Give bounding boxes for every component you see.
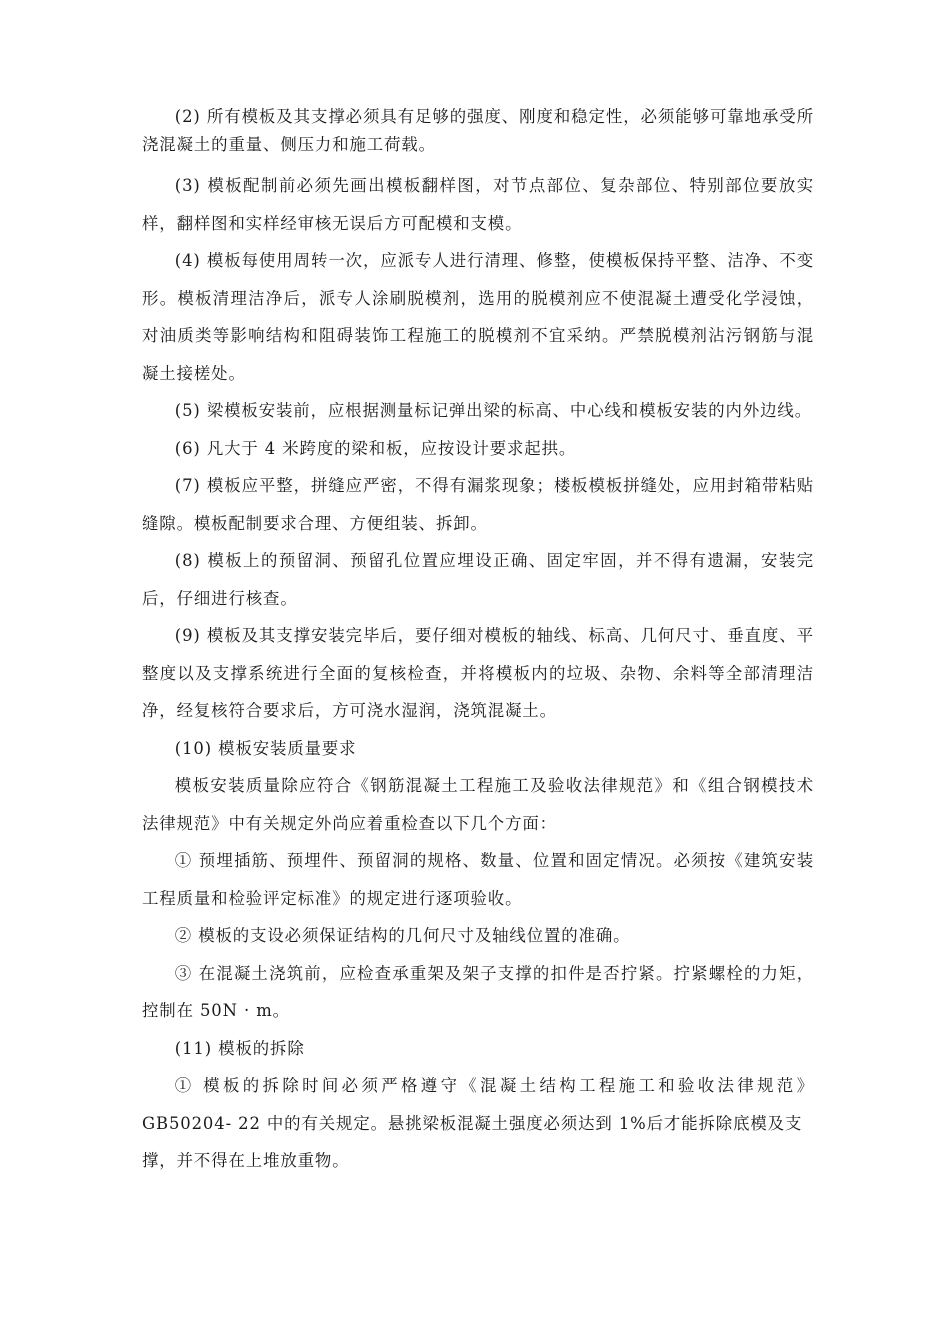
paragraph-4: (4) 模板每使用周转一次，应派专人进行清理、修整，使模板保持平整、洁净、不变形。模板清理洁净后，派专人涂刷脱模剂，选用的脱模剂应不使混凝土遭受化学浸蚀，对油质类等影响结构和阻碍装饰工程施工的脱模剂不宜采纳。严禁脱模剂沾污钢筋与混凝土接槎处。: [142, 251, 814, 383]
document-body: [142, 103, 814, 1180]
paragraph-10-heading: (10) 模板安装质量要求: [174, 738, 357, 758]
paragraph-11-heading: (11) 模板的拆除: [174, 1038, 305, 1058]
paragraph-10-item-2: ② 模板的支设必须保证结构的几何尺寸及轴线位置的准确。: [174, 926, 631, 945]
paragraph-10-item-3: ③ 在混凝土浇筑前，应检查承重架及架子支撑的扣件是否拧紧。拧紧螺栓的力矩，控制在 50N · m。: [142, 963, 814, 1020]
paragraph-10-item-1: ① 预埋插筋、预埋件、预留洞的规格、数量、位置和固定情况。必须按《建筑安装工程质量和检验评定标准》的规定进行逐项验收。: [142, 851, 814, 908]
paragraph-9: (9) 模板及其支撑安装完毕后，要仔细对模板的轴线、标高、几何尺寸、垂直度、平整度以及支撑系统进行全面的复核检查，并将模板内的垃圾、杂物、余料等全部清理洁净，经复核符合要求后，方可浇水湿润，浇筑混凝土。: [142, 626, 814, 720]
paragraph-5: (5) 梁模板安装前，应根据测量标记弹出梁的标高、中心线和模板安装的内外边线。: [174, 401, 812, 420]
paragraph-7: (7) 模板应平整，拼缝应严密，不得有漏浆现象；楼板模板拼缝处，应用封箱带粘贴缝隙。模板配制要求合理、方便组装、拆卸。: [142, 476, 814, 533]
paragraph-11-item-1: ① 模板的拆除时间必须严格遵守《混凝土结构工程施工和验收法律规范》GB50204- 22 中的有关规定。悬挑梁板混凝土强度必须达到 1%后才能拆除底模及支: [142, 1076, 814, 1133]
paragraph-10-body: 模板安装质量除应符合《钢筋混凝土工程施工及验收法律规范》和《组合钢模技术法律规范》中有关规定外尚应着重检查以下几个方面：: [142, 776, 814, 833]
paragraph-11-item-1-continued: 撑，并不得在上堆放重物。: [142, 1151, 350, 1170]
paragraph-2: (2) 所有模板及其支撑必须具有足够的强度、刚度和稳定性，必须能够可靠地承受所浇混凝土的重量、侧压力和施工荷载。: [142, 107, 814, 154]
paragraph-6: (6) 凡大于 4 米跨度的梁和板，应按设计要求起拱。: [174, 438, 577, 458]
paragraph-3: (3) 模板配制前必须先画出模板翻样图，对节点部位、复杂部位、特别部位要放实样，翻样图和实样经审核无误后方可配模和支模。: [142, 176, 814, 233]
paragraph-8: (8) 模板上的预留洞、预留孔位置应埋设正确、固定牢固，并不得有遗漏，安装完后，仔细进行核查。: [142, 551, 814, 608]
